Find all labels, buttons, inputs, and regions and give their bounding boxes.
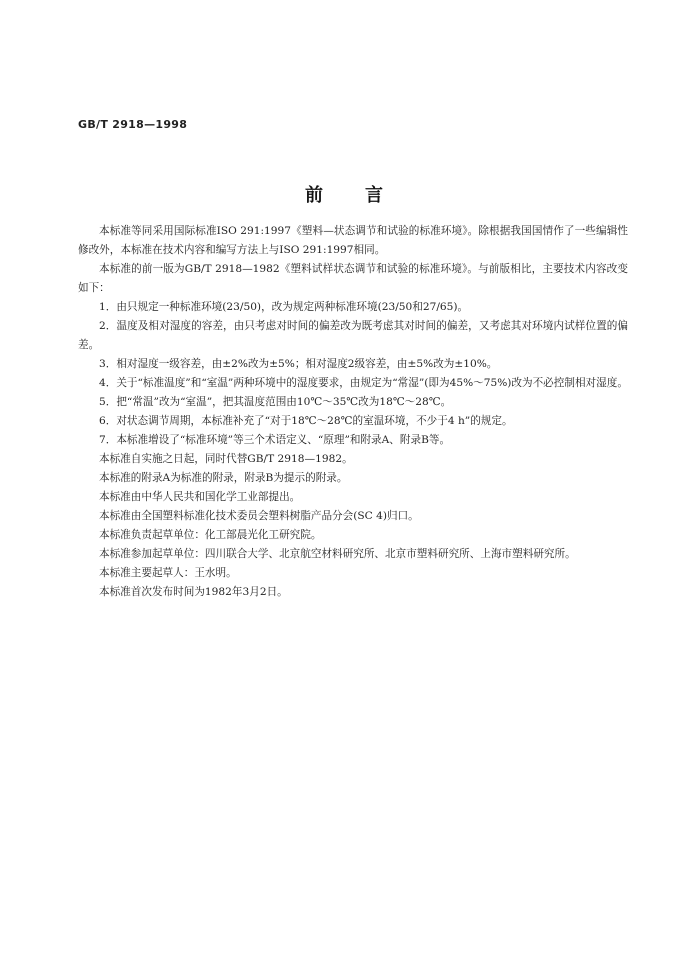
paragraph: 本标准的附录A为标准的附录，附录B为提示的附录。 [99,472,348,484]
list-item: 6．对状态调节周期，本标准补充了“对于18℃～28℃的室温环境，不少于4 h”的规定。 [99,415,513,427]
list-item: 5．把“常温”改为“室温”，把其温度范围由10℃～35℃改为18℃～28℃。 [99,396,452,408]
paragraph: 本标准的前一版为GB/T 2918—1982《塑料试样状态调节和试验的标准环境》。与前版相比，主要技术内容改变如下： [78,263,628,294]
paragraph: 本标准负责起草单位：化工部晨光化工研究院。 [99,529,322,541]
standard-code: GB/T 2918—1998 [78,118,188,131]
list-item: 1．由只规定一种标准环境(23/50)，改为规定两种标准环境(23/50和27/65)。 [99,301,469,313]
paragraph: 本标准主要起草人：王水明。 [99,567,237,579]
paragraph: 本标准由全国塑料标准化技术委员会塑料树脂产品分会(SC 4)归口。 [99,510,419,522]
list-item: 7．本标准增设了“标准环境”等三个术语定义、“原理”和附录A、附录B等。 [99,434,451,446]
list-item: 2．温度及相对湿度的容差，由只考虑对时间的偏差改为既考虑其对时间的偏差，又考虑其对环境内试样位置的偏差。 [78,320,628,351]
paragraph: 本标准首次发布时间为1982年3月2日。 [99,586,288,598]
paragraph: 本标准等同采用国际标准ISO 291:1997《塑料—状态调节和试验的标准环境》。除根据我国国情作了一些编辑性修改外，本标准在技术内容和编写方法上与ISO 291:1997相同。 [78,225,628,256]
list-item: 4．关于“标准温度”和“室温”两种环境中的湿度要求，由规定为“常湿”(即为45%～75%)改为不必控制相对湿度。 [99,377,628,389]
list-item: 3．相对湿度一级容差，由±2%改为±5%；相对湿度2级容差，由±5%改为±10%。 [99,358,498,370]
paragraph: 本标准自实施之日起，同时代替GB/T 2918—1982。 [99,453,353,465]
foreword-body [78,222,628,602]
paragraph: 本标准参加起草单位：四川联合大学、北京航空材料研究所、北京市塑料研究所、上海市塑料研究所。 [99,548,576,560]
page-title: 前言 [305,185,425,206]
paragraph: 本标准由中华人民共和国化学工业部提出。 [99,491,301,503]
